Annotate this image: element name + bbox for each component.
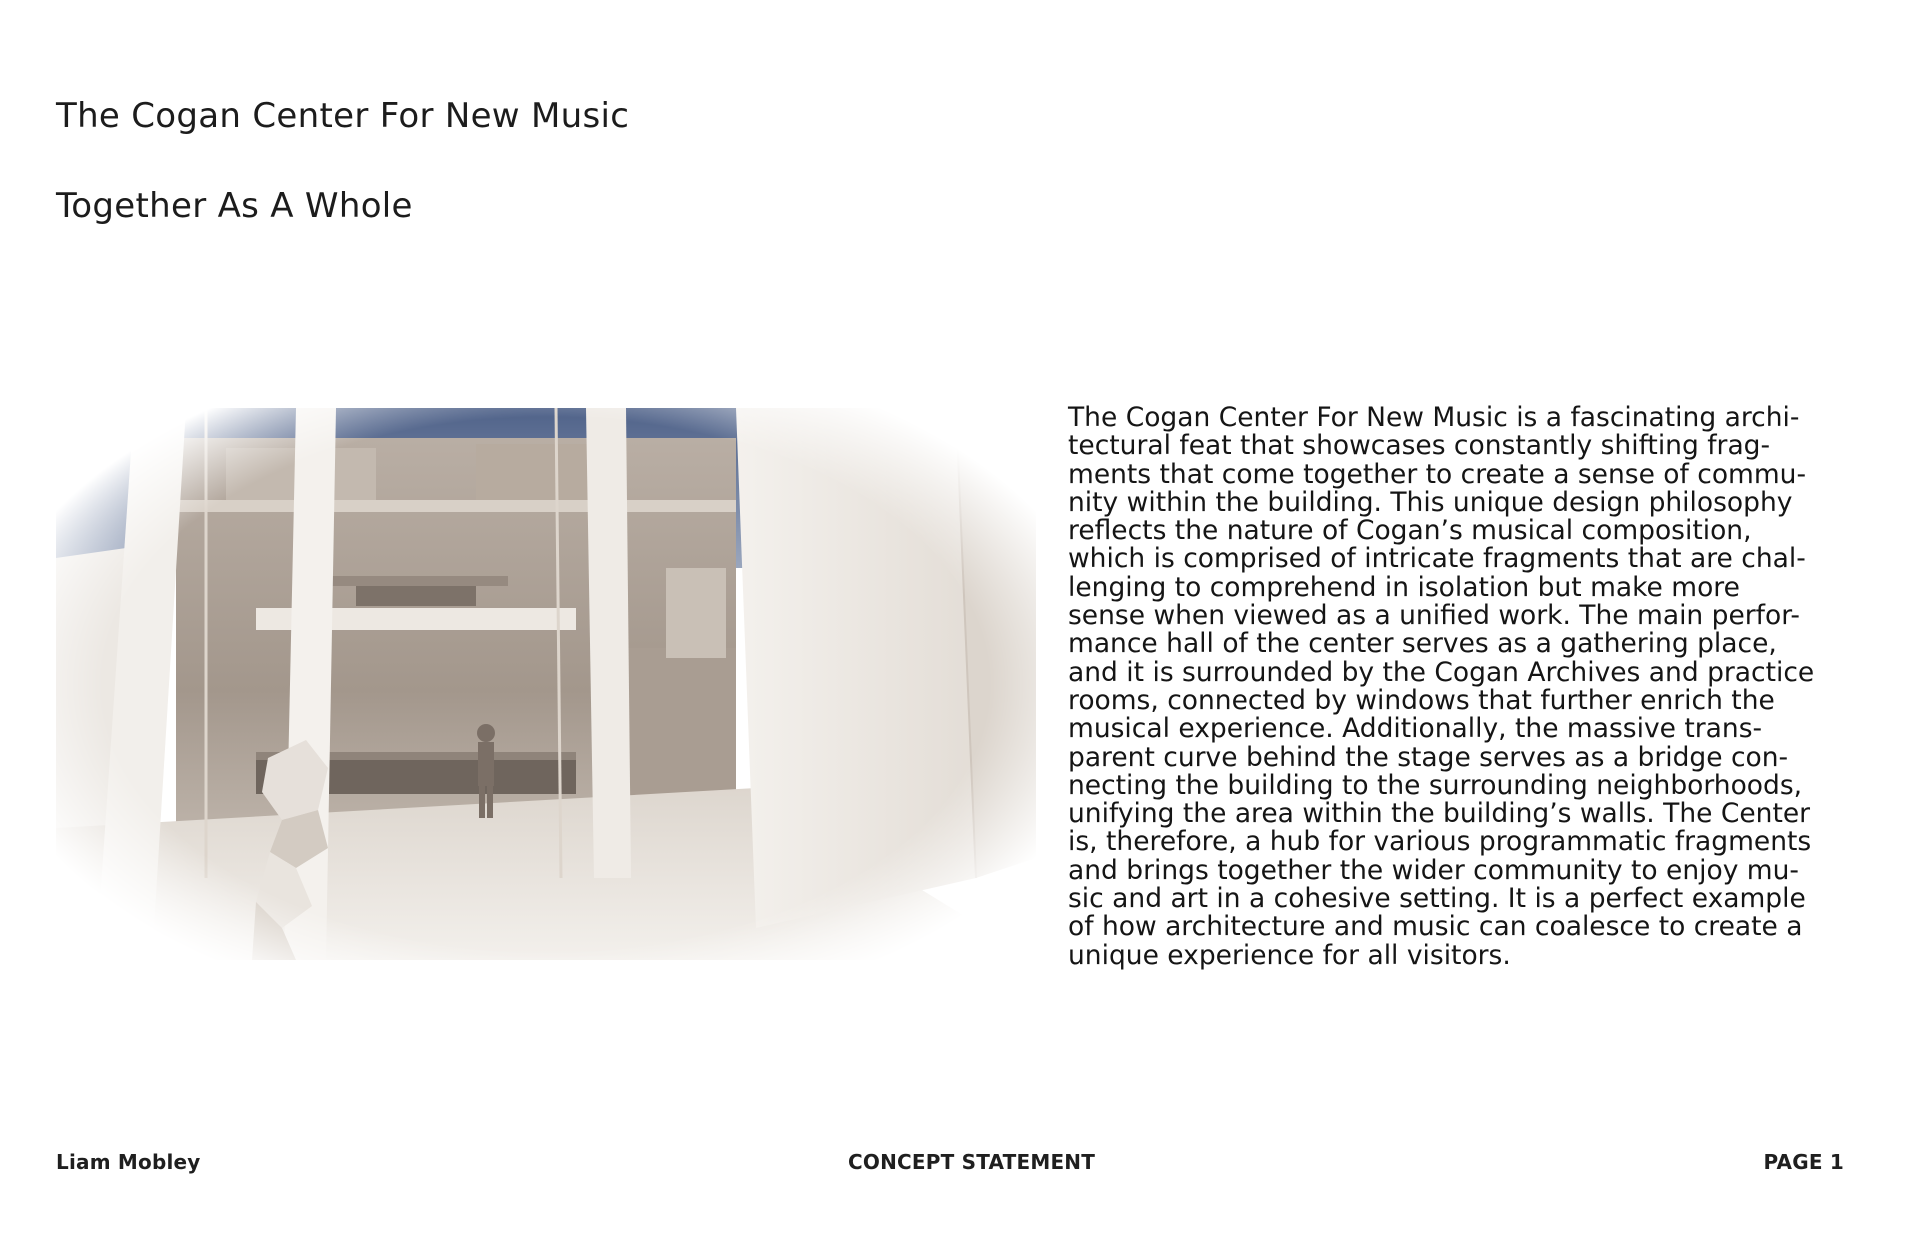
statement-line: reflects the nature of Cogan’s musical composition, [1068,515,1752,547]
architectural-rendering [56,408,1036,960]
footer-author: Liam Mobley [56,1150,201,1174]
statement-line: tectural feat that showcases constantly shifting frag- [1068,430,1771,462]
statement-line: is, therefore, a hub for various programmatic fragments [1068,826,1812,858]
page-title: The Cogan Center For New Music [56,96,630,136]
statement-line: of how architecture and music can coalesce to create a [1068,911,1803,943]
statement-line: unifying the area within the building’s walls. The Center [1068,798,1811,830]
statement-line: and it is surrounded by the Cogan Archives and practice [1068,656,1815,688]
statement-line: and brings together the wider community to enjoy mu- [1068,854,1799,886]
balcony-seats [356,586,476,606]
statement-line: necting the building to the surrounding neighborhoods, [1068,769,1803,801]
statement-line: musical experience. Additionally, the massive trans- [1068,713,1763,745]
statement-line: The Cogan Center For New Music is a fascinating archi- [1068,402,1800,433]
upper-floor-slab [176,500,736,512]
statement-line: which is comprised of intricate fragments that are chal- [1068,543,1806,575]
concept-statement [1068,404,1898,970]
statement-line: ments that come together to create a sense of commu- [1068,458,1807,490]
balcony-seat-row [318,576,508,586]
statement-line: sense when viewed as a unified work. The main perfor- [1068,600,1800,632]
statement-line: nity within the building. This unique design philosophy [1068,486,1793,518]
statement-line: rooms, connected by windows that further enrich the [1068,684,1775,716]
statement-line: mance hall of the center serves as a gathering place, [1068,628,1777,660]
footer-section-label: CONCEPT STATEMENT [848,1150,1096,1174]
right-side-room [616,648,736,798]
footer-page-number: PAGE 1 [1763,1150,1844,1174]
statement-line: parent curve behind the stage serves as a bridge con- [1068,741,1789,773]
statement-line: lenging to comprehend in isolation but make more [1068,571,1740,603]
statement-line: sic and art in a cohesive setting. It is a perfect example [1068,883,1806,915]
right-side-stair [666,568,726,658]
exterior-tower [736,408,976,928]
page-subtitle: Together As A Whole [56,186,413,226]
statement-line: unique experience for all visitors. [1068,939,1511,971]
